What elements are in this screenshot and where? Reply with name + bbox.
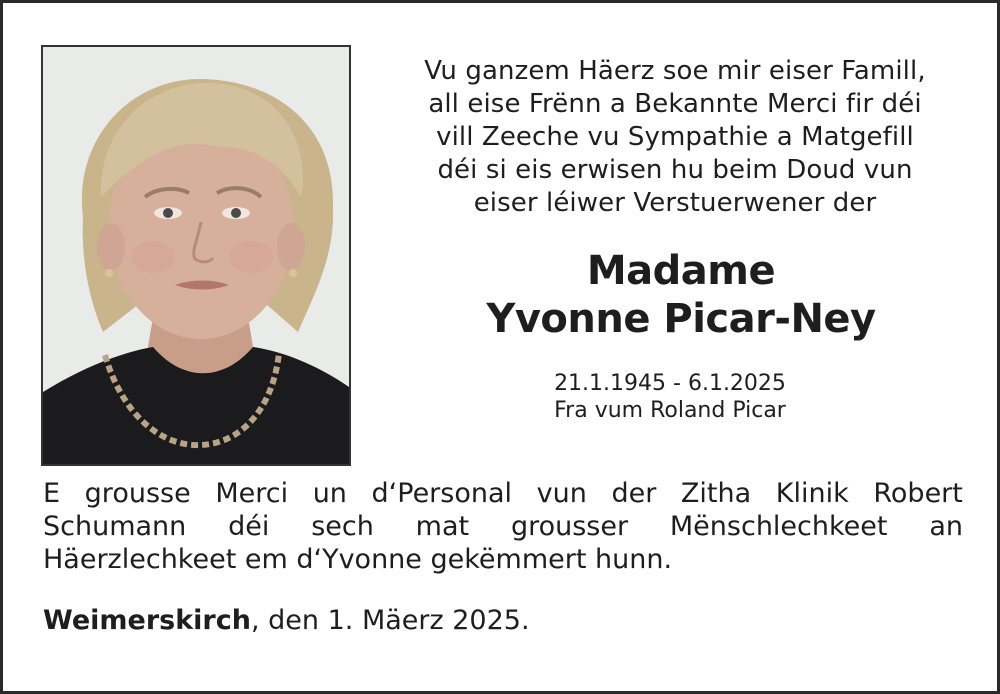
- thanks-word: Merci: [215, 478, 289, 509]
- portrait-illustration: [43, 47, 349, 464]
- thanks-line: [43, 543, 963, 576]
- thanks-word: an: [929, 511, 963, 542]
- thanks-word: Schumann: [43, 511, 187, 542]
- thanks-word: vun: [536, 478, 587, 509]
- thanks-word: grousser: [510, 511, 629, 542]
- thanks-word: sech: [311, 511, 374, 542]
- life-dates-block: [375, 370, 965, 424]
- intro-line: eiser léiwer Verstuerwener der: [473, 188, 877, 218]
- signature-place: Weimerskirch: [43, 605, 251, 636]
- thanks-word: Mënschlechkeet: [669, 511, 888, 542]
- signature-line: [43, 604, 530, 637]
- thanks-paragraph: [43, 477, 963, 576]
- deceased-name: [375, 247, 987, 343]
- thanks-word: déi: [228, 511, 270, 542]
- thanks-word: Zitha: [680, 478, 752, 509]
- portrait-photo: [41, 45, 351, 466]
- thanks-line: [43, 477, 963, 510]
- thanks-word: Robert: [873, 478, 963, 509]
- intro-line: vill Zeeche vu Sympathie a Matgefill: [436, 122, 914, 152]
- thanks-word: d‘Personal: [371, 478, 513, 509]
- spouse-line: Fra vum Roland Picar: [554, 398, 786, 423]
- intro-line: déi si eis erwisen hu beim Doud vun: [437, 155, 913, 185]
- life-dates: 21.1.1945 - 6.1.2025: [554, 371, 786, 396]
- intro-line: all eise Frënn a Bekannte Merci fir déi: [428, 89, 922, 119]
- thanks-word: der: [611, 478, 657, 509]
- thanks-word: mat: [415, 511, 470, 542]
- name-full: Yvonne Picar-Ney: [486, 296, 876, 342]
- thanks-line: [43, 510, 963, 543]
- thanks-word: E: [43, 478, 61, 509]
- thanks-line-text: Häerzlechkeet em d‘Yvonne gekëmmert hunn.: [43, 544, 673, 575]
- thanks-word: Klinik: [775, 478, 849, 509]
- intro-line: Vu ganzem Häerz soe mir eiser Famill,: [424, 56, 926, 86]
- thanks-word: grousse: [84, 478, 191, 509]
- signature-date: , den 1. Mäerz 2025.: [250, 605, 530, 636]
- thanks-word: un: [312, 478, 347, 509]
- intro-text: [375, 55, 975, 220]
- name-title: Madame: [586, 248, 776, 294]
